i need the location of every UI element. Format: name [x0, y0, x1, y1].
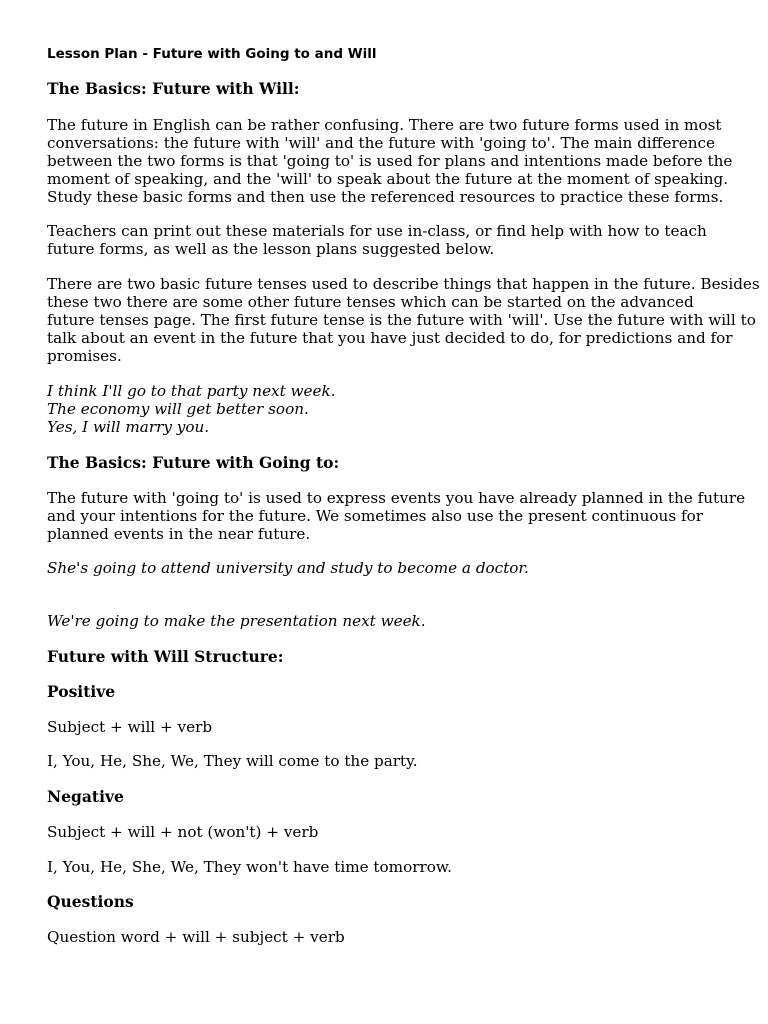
paragraph-line: conversations: the future with 'will' and the future with 'going to'. The main difference	[47, 134, 715, 152]
positive-label: Positive	[47, 682, 116, 701]
document-title: Lesson Plan - Future with Going to and Will	[47, 46, 377, 62]
paragraph-line: Study these basic forms and then use the referenced resources to practice these forms.	[47, 188, 724, 206]
example-sentence: Yes, I will marry you.	[47, 418, 210, 436]
paragraph-line: There are two basic future tenses used to describe things that happen in the future. Besides	[47, 275, 760, 293]
positive-formula: Subject + will + verb	[47, 718, 213, 736]
paragraph-line: planned events in the near future.	[47, 525, 311, 543]
paragraph-line: talk about an event in the future that you have just decided to do, for predictions and for	[47, 329, 733, 347]
paragraph-line: and your intentions for the future. We sometimes also use the present continuous for	[47, 507, 703, 525]
questions-label: Questions	[47, 892, 134, 911]
going-to-example-2: We're going to make the presentation next week.	[47, 612, 426, 630]
structure-heading: Future with Will Structure:	[47, 647, 284, 666]
paragraph-line: The future in English can be rather confusing. There are two future forms used in most	[47, 116, 722, 134]
will-examples	[47, 382, 737, 436]
paragraph-line: future forms, as well as the lesson plans suggested below.	[47, 240, 495, 258]
paragraph-line: future tenses page. The first future tense is the future with 'will'. Use the future with will to	[47, 311, 756, 329]
questions-formula: Question word + will + subject + verb	[47, 928, 345, 946]
paragraph-intro	[47, 116, 737, 206]
section-heading-going-to: The Basics: Future with Going to:	[47, 453, 340, 472]
paragraph-going-to	[47, 489, 746, 543]
negative-label: Negative	[47, 787, 124, 806]
paragraph-line: The future with 'going to' is used to express events you have already planned in the future	[47, 489, 746, 507]
example-sentence: The economy will get better soon.	[47, 400, 309, 418]
paragraph-line: these two there are some other future tenses which can be started on the advanced	[47, 293, 694, 311]
paragraph-basic-tenses	[47, 275, 760, 365]
paragraph-line: moment of speaking, and the 'will' to speak about the future at the moment of speaking.	[47, 170, 729, 188]
paragraph-line: promises.	[47, 347, 122, 365]
paragraph-line: Teachers can print out these materials for use in-class, or find help with how to teach	[47, 222, 707, 240]
negative-example: I, You, He, She, We, They won't have time tomorrow.	[47, 858, 452, 876]
paragraph-line: between the two forms is that 'going to' is used for plans and intentions made before the	[47, 152, 733, 170]
example-sentence: I think I'll go to that party next week.	[47, 382, 336, 400]
paragraph-teachers	[47, 222, 737, 258]
positive-example: I, You, He, She, We, They will come to the party.	[47, 752, 418, 770]
negative-formula: Subject + will + not (won't) + verb	[47, 823, 319, 841]
going-to-example-1: She's going to attend university and study to become a doctor.	[47, 559, 529, 577]
section-heading-will: The Basics: Future with Will:	[47, 79, 300, 98]
